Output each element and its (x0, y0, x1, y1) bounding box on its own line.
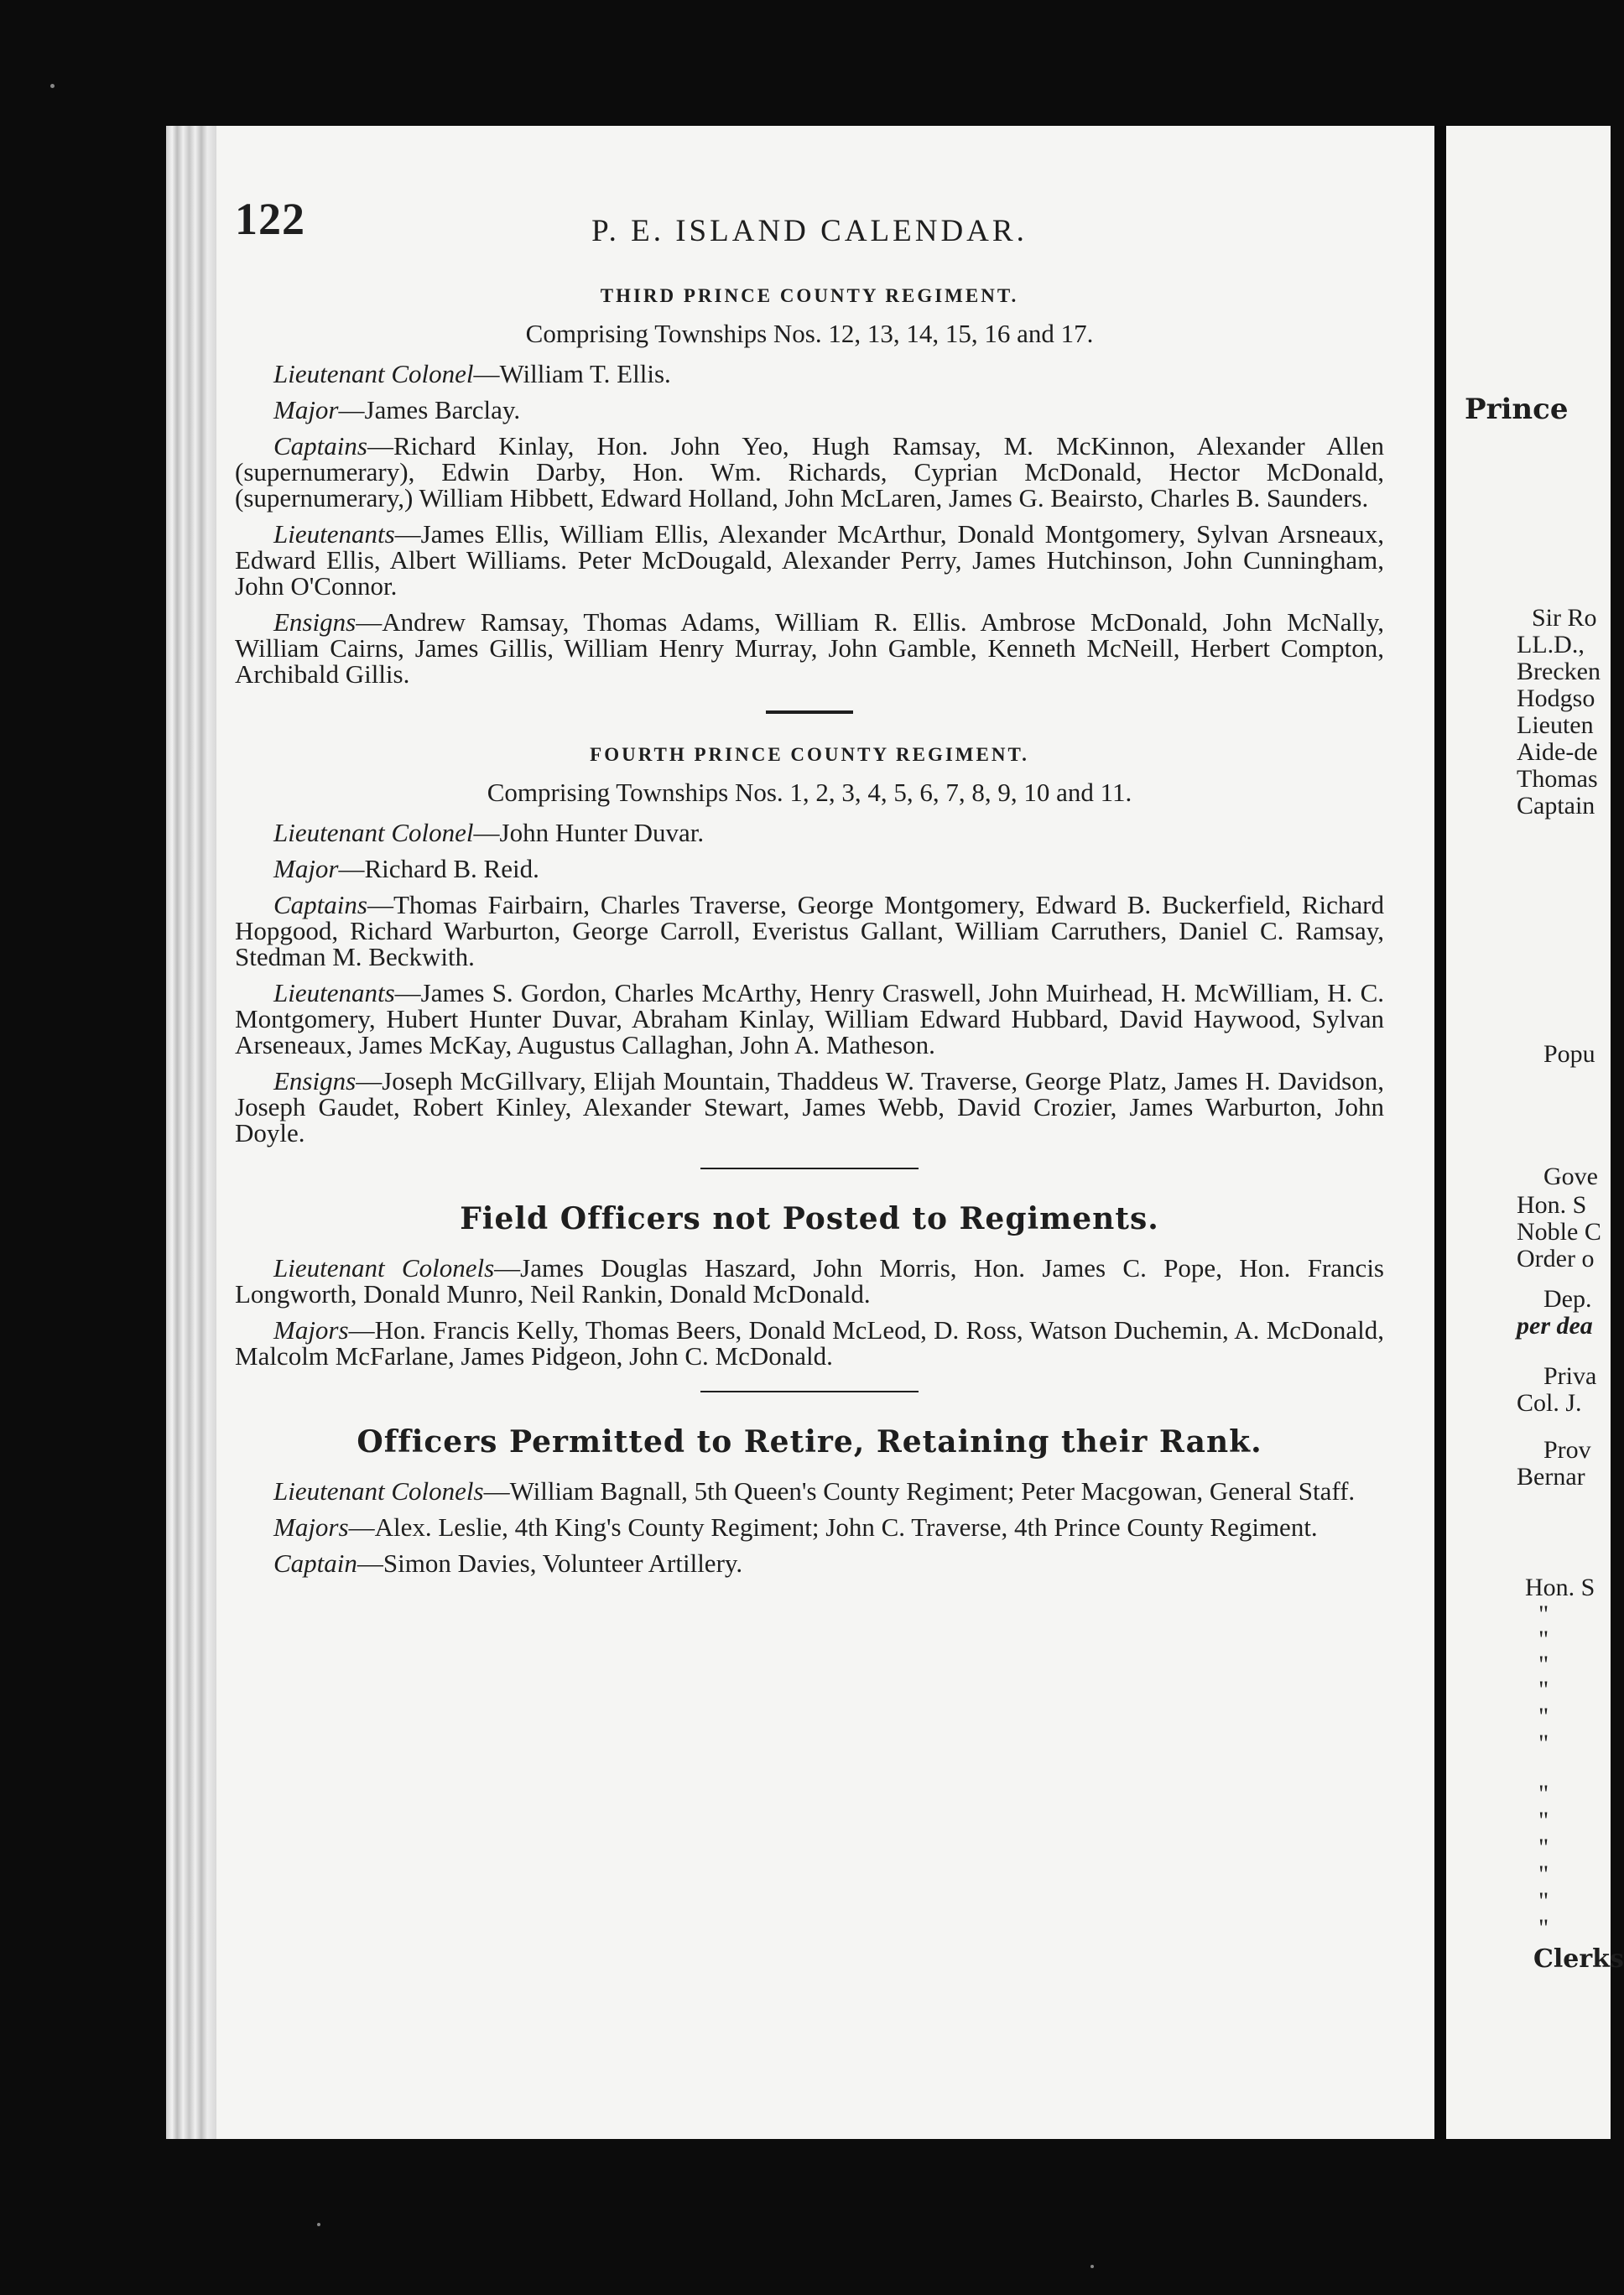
book-gutter (1434, 126, 1446, 2139)
townships-line: Comprising Townships Nos. 1, 2, 3, 4, 5, 6, 7, 8, 9, 10 and 11. (487, 778, 1132, 807)
captains-entry (235, 433, 1384, 511)
ditto-mark: " (1538, 1914, 1549, 1942)
rank-label: Majors (273, 1512, 349, 1542)
section-title: THIRD PRINCE COUNTY REGIMENT. (600, 285, 1019, 306)
right-page-line: Bernar (1517, 1463, 1585, 1491)
rank-label: Ensigns (273, 1066, 357, 1095)
ensigns-entry (235, 609, 1384, 687)
right-page-line: Prov (1543, 1436, 1591, 1464)
ensigns-entry (235, 1068, 1384, 1146)
rank-label: Major (273, 854, 339, 883)
right-page-line: LL.D., (1517, 631, 1585, 658)
ditto-mark: " (1538, 1860, 1549, 1888)
lt-colonel-entry (235, 820, 1384, 846)
officer-names: —James Ellis, William Ellis, Alexander McArthur, Donald Montgomery, Sylvan Arsneaux, Edward Ellis, Albert Williams. Peter McDougald, Alexander Perry, James Hutchinson, John Cunningham, John O'Connor. (235, 519, 1384, 601)
right-page-line: Order o (1517, 1245, 1595, 1272)
rank-label: Lieutenants (273, 978, 395, 1007)
right-page-line: per dea (1517, 1312, 1593, 1340)
rank-label: Ensigns (273, 607, 357, 637)
townships-line: Comprising Townships Nos. 12, 13, 14, 15, 16 and 17. (525, 319, 1094, 348)
retired-officers-section (235, 1424, 1384, 1576)
right-page-line: Captain (1517, 792, 1595, 820)
ditto-mark: " (1538, 1730, 1549, 1757)
officer-names: —William T. Ellis. (473, 359, 671, 388)
ditto-mark: " (1538, 1676, 1549, 1704)
right-page-line: Dep. (1543, 1285, 1592, 1313)
page-header (235, 193, 1384, 260)
ditto-mark: " (1538, 1807, 1549, 1834)
third-regiment-section (235, 285, 1384, 687)
right-page (1446, 126, 1624, 2139)
lt-colonel-entry (235, 361, 1384, 387)
officer-names: —James Barclay. (338, 395, 521, 424)
right-page-line: Gove (1543, 1163, 1598, 1190)
officer-names: —Alex. Leslie, 4th King's County Regiment; John C. Traverse, 4th Prince County Regiment. (348, 1512, 1318, 1542)
rank-label: Major (273, 395, 339, 424)
right-page-heading: Prince (1465, 393, 1569, 426)
lt-colonels-entry (235, 1478, 1384, 1504)
left-page-content (235, 193, 1384, 1586)
rank-label: Lieutenant Colonels (273, 1476, 484, 1506)
page-edge-stack (166, 126, 216, 2139)
rank-label: Captain (273, 1548, 357, 1578)
section-divider (700, 1391, 919, 1392)
right-page-line: Hon. S (1525, 1574, 1595, 1601)
captain-entry (235, 1550, 1384, 1576)
section-title: FOURTH PRINCE COUNTY REGIMENT. (590, 744, 1029, 765)
right-page-line: Noble C (1517, 1218, 1601, 1246)
right-page-line: Thomas (1517, 765, 1598, 793)
officer-names: —John Hunter Duvar. (473, 818, 705, 847)
scan-speck (317, 2223, 320, 2226)
right-page-line: Hon. S (1517, 1191, 1587, 1219)
majors-entry (235, 1317, 1384, 1369)
officer-names: —Thomas Fairbairn, Charles Traverse, George Montgomery, Edward B. Buckerfield, Richard Hopgood, Richard Warburton, George Carroll, Everistus Gallant, William Carruthers, Daniel C. Ramsay, Stedman M. Beckwith. (235, 890, 1384, 971)
rank-label: Captains (273, 431, 367, 461)
right-page-line: Brecken (1517, 658, 1601, 685)
right-page-line: Col. J. (1517, 1389, 1582, 1417)
section-heading: Field Officers not Posted to Regiments. (460, 1201, 1159, 1236)
ditto-mark: " (1538, 1834, 1549, 1861)
officer-names: —James Douglas Haszard, John Morris, Hon. James C. Pope, Hon. Francis Longworth, Donald Munro, Neil Rankin, Donald McDonald. (235, 1253, 1384, 1309)
lt-colonels-entry (235, 1255, 1384, 1307)
officer-names: —Hon. Francis Kelly, Thomas Beers, Donald McLeod, D. Ross, Watson Duchemin, A. McDonald, Malcolm McFarlane, James Pidgeon, John C. McDonald. (235, 1315, 1384, 1371)
captains-entry (235, 892, 1384, 970)
rank-label: Majors (273, 1315, 349, 1345)
field-officers-section (235, 1201, 1384, 1369)
running-head: P. E. ISLAND CALENDAR. (591, 214, 1028, 248)
major-entry (235, 856, 1384, 882)
right-page-line: Hodgso (1517, 684, 1595, 712)
page-number: 122 (235, 194, 305, 244)
officer-names: —Simon Davies, Volunteer Artillery. (357, 1548, 743, 1578)
right-page-line: Aide-de (1517, 738, 1598, 766)
ditto-mark: " (1538, 1626, 1549, 1653)
rank-label: Lieutenant Colonel (273, 359, 474, 388)
ditto-mark: " (1538, 1887, 1549, 1915)
officer-names: —Richard B. Reid. (338, 854, 539, 883)
fourth-regiment-section (235, 744, 1384, 1146)
officer-names: —Richard Kinlay, Hon. John Yeo, Hugh Ramsay, M. McKinnon, Alexander Allen (supernumerary), Edwin Darby, Hon. Wm. Richards, Cyprian McDonald, Hector McDonald, (supernumerary,) William Hibbett, Edward Holland, John McLaren, James G. Beairsto, Charles B. Saunders. (235, 431, 1384, 513)
right-page-line: Popu (1543, 1040, 1595, 1068)
rank-label: Captains (273, 890, 367, 919)
lieutenants-entry (235, 521, 1384, 599)
lieutenants-entry (235, 980, 1384, 1058)
rank-label: Lieutenants (273, 519, 395, 549)
ditto-mark: " (1538, 1600, 1549, 1628)
scan-speck (1090, 2265, 1094, 2268)
rank-label: Lieutenant Colonels (273, 1253, 495, 1283)
officer-names: —Joseph McGillvary, Elijah Mountain, Thaddeus W. Traverse, George Platz, James H. Davidson, Joseph Gaudet, Robert Kinley, Alexander Stewart, James Webb, David Crozier, James Warburton, John Doyle. (235, 1066, 1384, 1148)
rank-label: Lieutenant Colonel (273, 818, 474, 847)
right-page-line: Clerks (1533, 1944, 1624, 1974)
officer-names: —James S. Gordon, Charles McArthy, Henry Craswell, John Muirhead, H. McWilliam, H. C. Montgomery, Hubert Hunter Duvar, Abraham Kinlay, William Edward Hubbard, David Haywood, Sylvan Arseneaux, James McKay, Augustus Callaghan, John A. Matheson. (235, 978, 1384, 1059)
right-page-line: Lieuten (1517, 711, 1594, 739)
major-entry (235, 397, 1384, 423)
right-page-line: Priva (1543, 1362, 1597, 1390)
majors-entry (235, 1514, 1384, 1540)
ditto-mark: " (1538, 1651, 1549, 1678)
officer-names: —Andrew Ramsay, Thomas Adams, William R. Ellis. Ambrose McDonald, John McNally, William Cairns, James Gillis, William Henry Murray, John Gamble, Kenneth McNeill, Herbert Compton, Archibald Gillis. (235, 607, 1384, 689)
right-page-line: Sir Ro (1532, 604, 1597, 632)
ditto-mark: " (1538, 1703, 1549, 1730)
section-divider (700, 1168, 919, 1169)
section-divider (766, 710, 853, 714)
officer-names: —William Bagnall, 5th Queen's County Regiment; Peter Macgowan, General Staff. (483, 1476, 1356, 1506)
section-heading: Officers Permitted to Retire, Retaining their Rank. (357, 1424, 1262, 1460)
ditto-mark: " (1538, 1780, 1549, 1808)
scan-speck (50, 84, 55, 88)
